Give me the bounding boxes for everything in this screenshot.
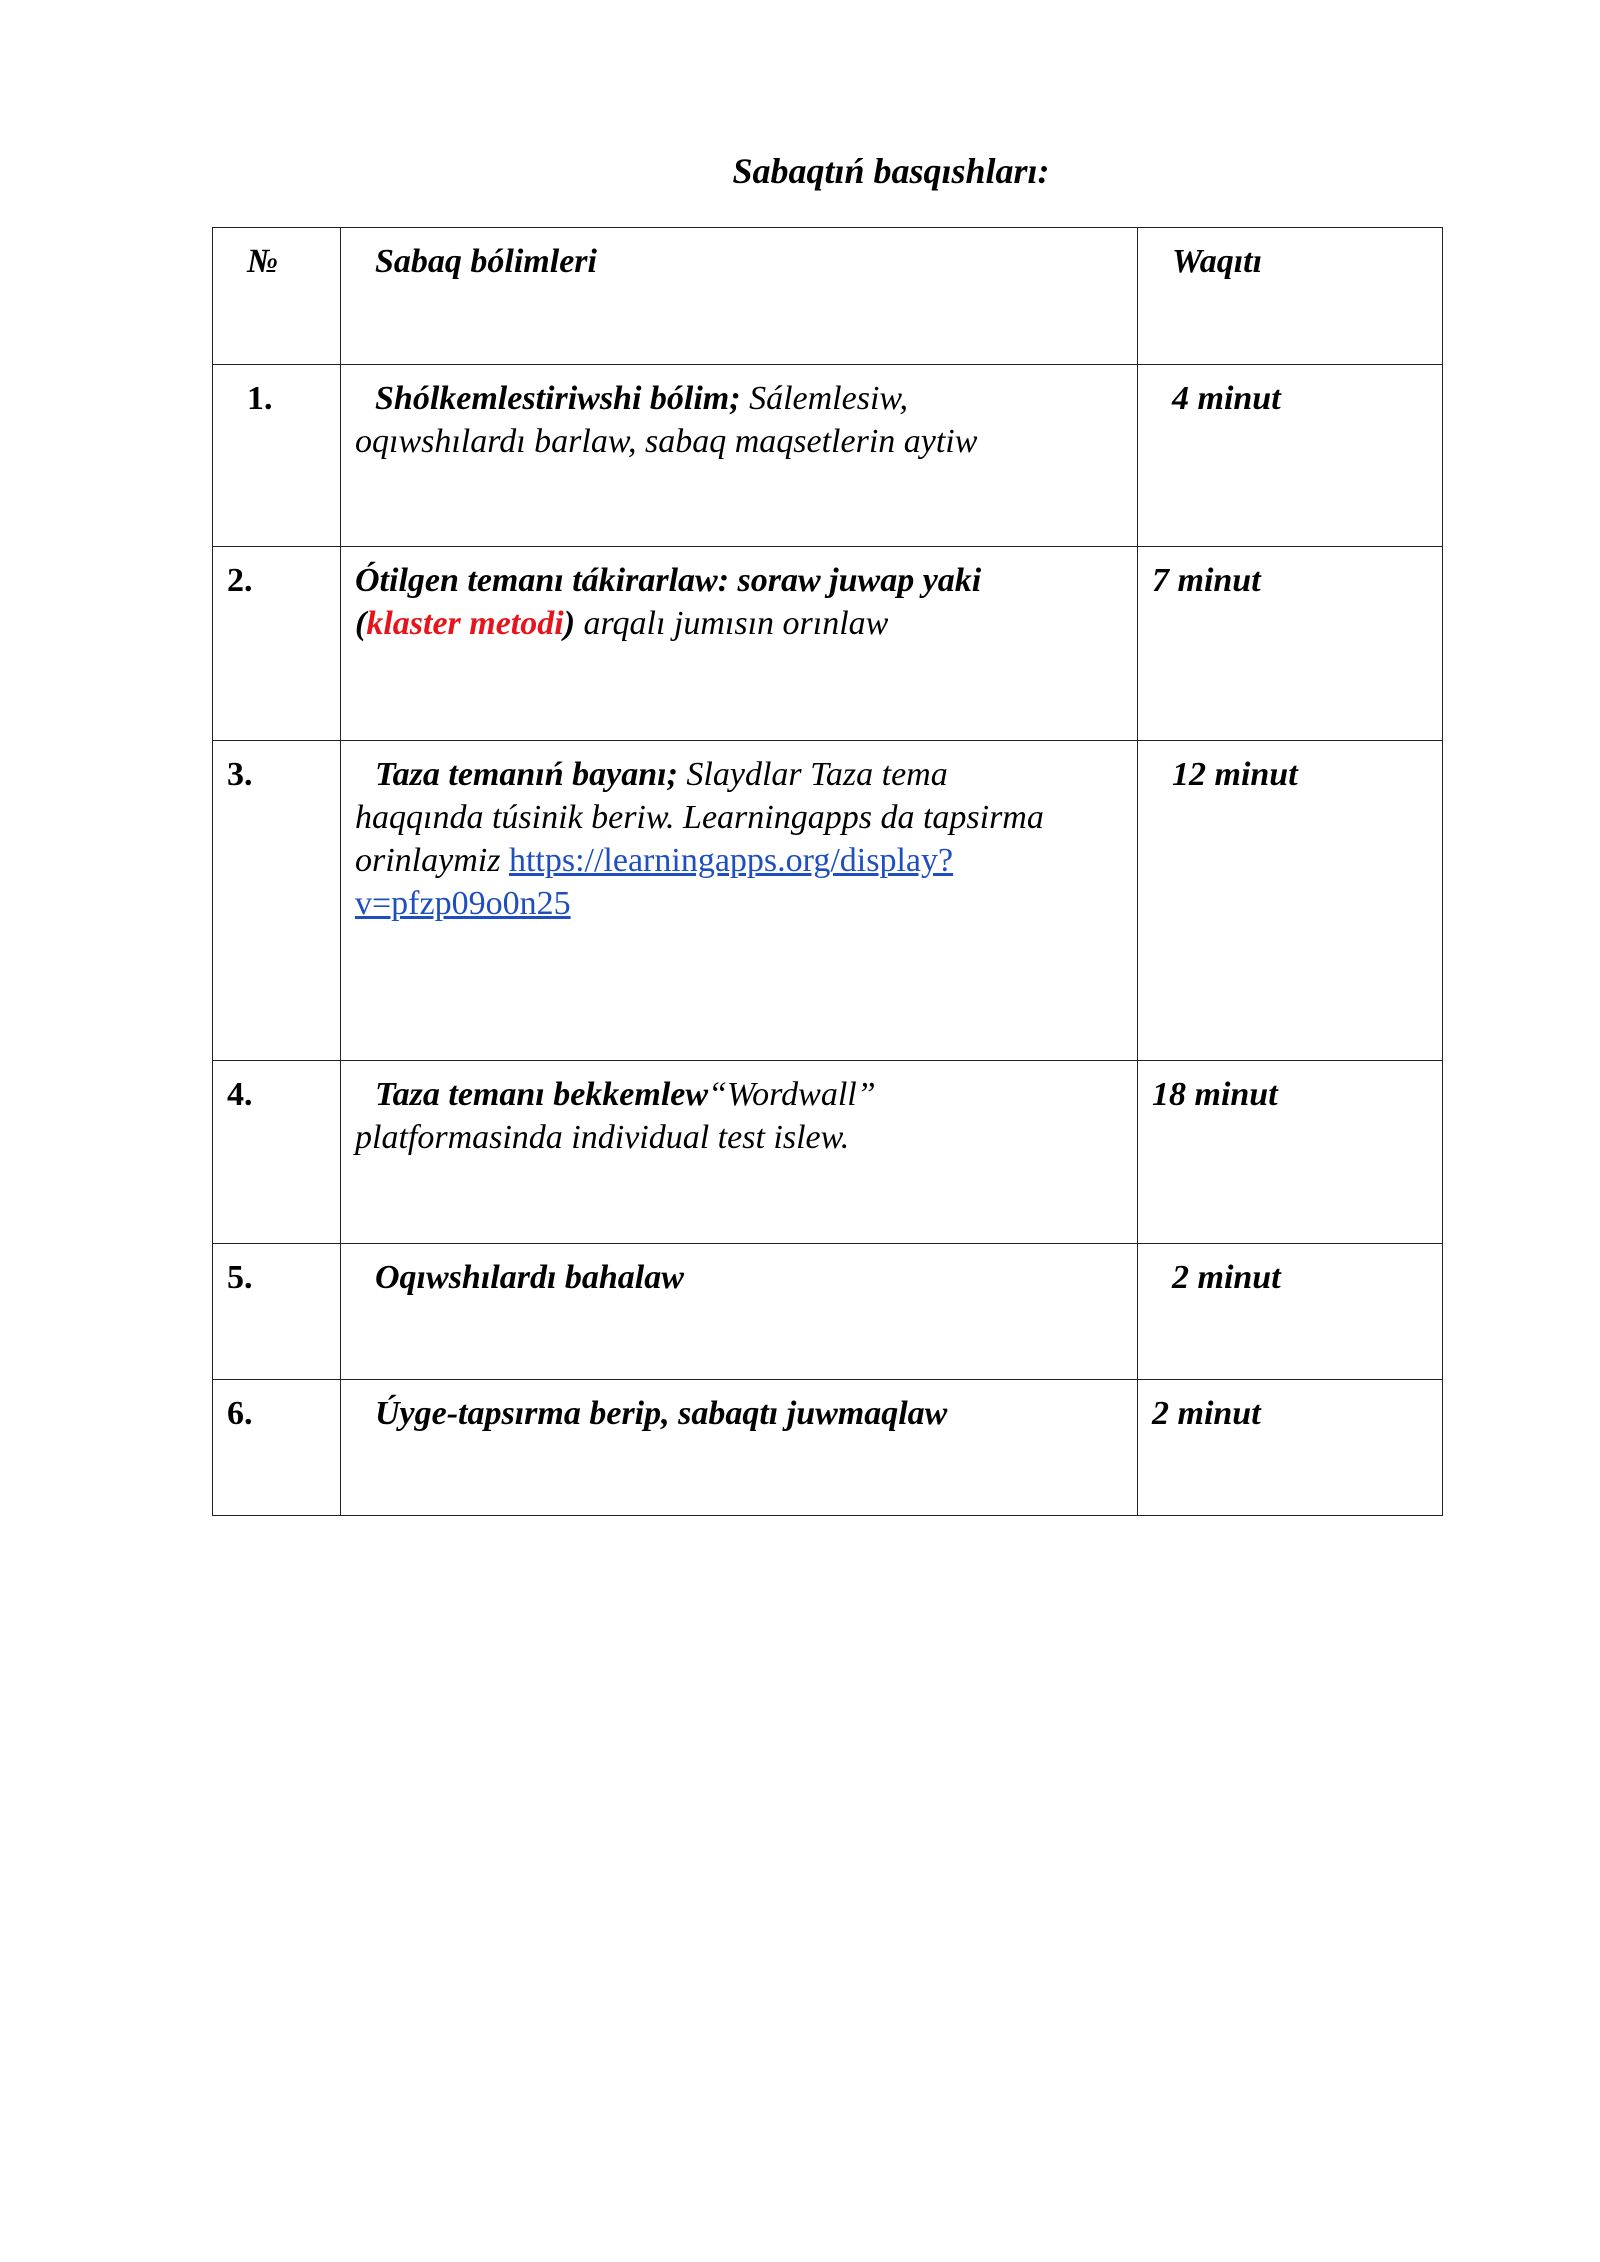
row-section-text1: “Wordwall” (708, 1076, 876, 1113)
row-time: 2 minut (1172, 1259, 1281, 1296)
table-row (213, 1244, 1443, 1380)
row-section-bold: Ótilgen temanı tákirarlaw: soraw juwap yaki (355, 562, 982, 599)
row-section-text (341, 1244, 1137, 1299)
row-time: 4 minut (1172, 380, 1281, 417)
row-num-cell (213, 365, 341, 547)
paren-close: ) (563, 605, 576, 642)
highlighted-method: klaster metodi (366, 605, 564, 642)
row-num: 5. (227, 1259, 253, 1296)
row-section-bold: Oqıwshılardı bahalaw (375, 1259, 684, 1296)
row-section-bold: Taza temanı bekkemlew (375, 1076, 709, 1113)
row-section-text (341, 741, 1137, 925)
header-section-cell (341, 228, 1138, 365)
header-section-label: Sabaq bólimleri (375, 243, 597, 280)
link-line1: https://learningapps.org/display? (508, 842, 954, 879)
row-section-cell (341, 1380, 1138, 1516)
row-num-cell (213, 741, 341, 1061)
row-section-text (341, 365, 1137, 463)
table-row (213, 741, 1443, 1061)
header-time: Waqıtı (1172, 243, 1263, 280)
row-section-text2: platformasinda individual test islew. (355, 1119, 850, 1156)
row-section-cell (341, 365, 1138, 547)
row-time: 12 minut (1172, 756, 1298, 793)
row-section-cell (341, 1061, 1138, 1244)
row-section-text2: haqqında túsinik beriw. Learningapps da tapsirma (355, 799, 1044, 836)
row-num: 6. (227, 1395, 253, 1432)
table-row (213, 1380, 1443, 1516)
row-section-text1: Slaydlar Taza tema (677, 756, 948, 793)
row-section-text2: oqıwshılardı barlaw, sabaq maqsetlerin aytiw (355, 423, 978, 460)
page-title: Sabaqtıń basqıshları: (732, 151, 1050, 191)
header-time-cell (1138, 228, 1443, 365)
lesson-steps-table (212, 227, 1443, 1516)
row-section-text (341, 1061, 1137, 1159)
table-row (213, 1061, 1443, 1244)
table-row (213, 365, 1443, 547)
row-num-cell (213, 1061, 341, 1244)
row-num: 3. (227, 756, 253, 793)
row-section-cell (341, 547, 1138, 741)
row-section-bold: Úyge-tapsırma berip, sabaqtı juwmaqlaw (375, 1395, 948, 1432)
header-section (341, 228, 1137, 283)
row-section-cell (341, 741, 1138, 1061)
row-section-text1: Sálemlesiw, (740, 380, 909, 417)
row-section-text: arqalı jumısın orınlaw (575, 605, 889, 642)
row-num: 4. (227, 1076, 253, 1113)
row-time-cell (1138, 1380, 1443, 1516)
row-num: 1. (247, 380, 273, 417)
row-time: 7 minut (1152, 562, 1261, 599)
row-section-bold: Shólkemlestiriwshi bólim; (375, 380, 741, 417)
paren-open: ( (355, 605, 367, 642)
row-time-cell (1138, 1244, 1443, 1380)
row-section-text (341, 547, 1137, 645)
row-section-cell (341, 1244, 1138, 1380)
header-num: № (247, 243, 279, 280)
row-time-cell (1138, 1061, 1443, 1244)
link-line2: v=pfzp09o0n25 (355, 885, 571, 922)
row-time: 2 minut (1152, 1395, 1261, 1432)
row-num-cell (213, 1380, 341, 1516)
header-num-cell (213, 228, 341, 365)
row-num: 2. (227, 562, 253, 599)
row-section-text3: orinlaymiz (355, 842, 509, 879)
row-section-bold: Taza temanıń bayanı; (375, 756, 678, 793)
row-time-cell (1138, 741, 1443, 1061)
row-section-text (341, 1380, 1137, 1435)
row-num-cell (213, 1244, 341, 1380)
row-num-cell (213, 547, 341, 741)
row-time-cell (1138, 547, 1443, 741)
table-header-row (213, 228, 1443, 365)
table-row (213, 547, 1443, 741)
row-time: 18 minut (1152, 1076, 1278, 1113)
row-time-cell (1138, 365, 1443, 547)
